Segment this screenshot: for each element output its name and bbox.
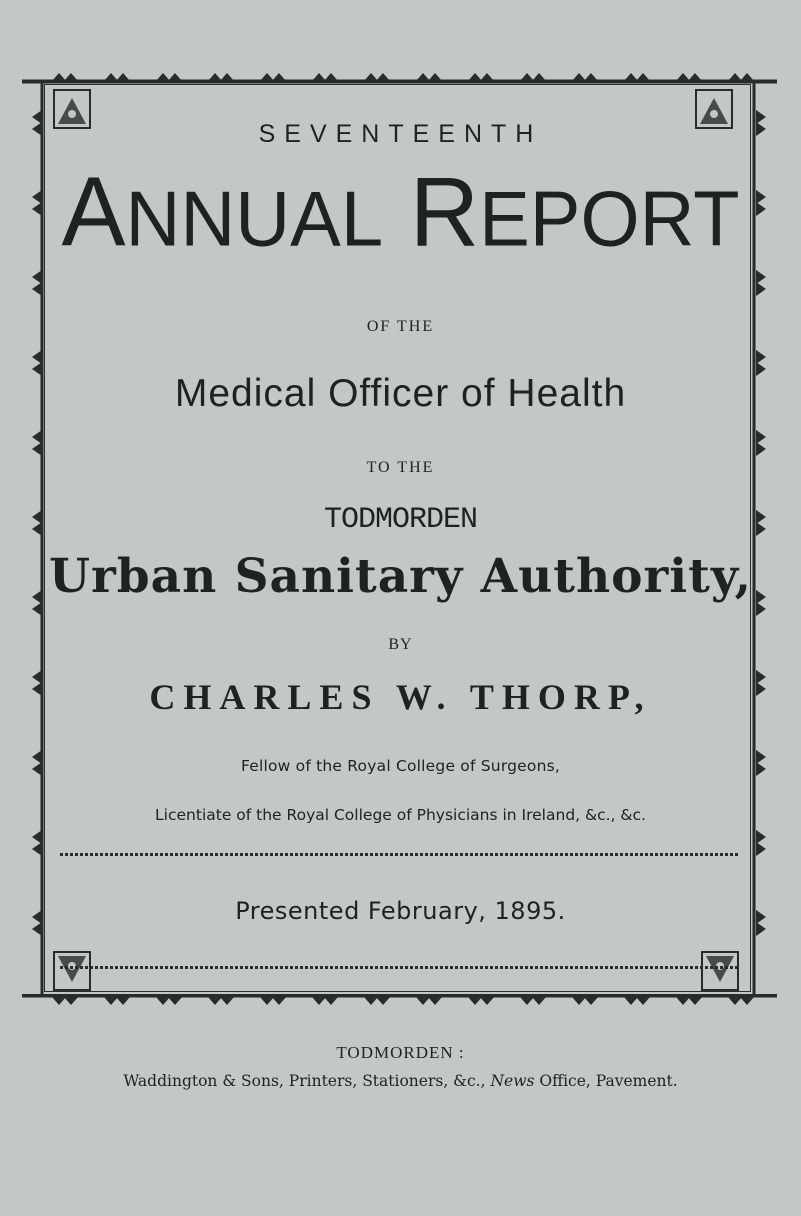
author-name: CHARLES W. THORP,: [149, 677, 652, 717]
imprint-printers-prefix: Waddington & Sons, Printers, Stationers, &c.,: [123, 1072, 486, 1090]
imprint-place: TODMORDEN :: [336, 1043, 465, 1062]
imprint-newspaper: News: [490, 1072, 535, 1090]
bottom-ornament-border: [22, 994, 777, 1018]
credential-licentiate: Licentiate of the Royal College of Physicians in Ireland, &c., &c.: [155, 806, 646, 824]
to-the-line: TO THE: [366, 459, 435, 476]
title-initial-a: A: [61, 157, 126, 267]
title-initial-r: R: [409, 157, 480, 267]
dotted-rule: [60, 966, 740, 969]
title-word-rest: EPORT: [479, 176, 740, 263]
imprint-printers-suffix: Office, Pavement.: [539, 1072, 678, 1090]
report-ordinal: SEVENTEENTH: [258, 120, 543, 148]
imprint-printers: [0, 1072, 801, 1090]
title-word-rest: NNUAL: [125, 176, 384, 263]
dotted-rule: [60, 853, 740, 856]
authority-name: Urban Sanitary Authority,: [49, 549, 752, 604]
office-title: Medical Officer of Health: [174, 372, 627, 415]
corner-ornament-icon: [52, 950, 92, 992]
credential-fellow: Fellow of the Royal College of Surgeons,: [240, 757, 561, 775]
town-name: TODMORDEN: [323, 503, 478, 537]
of-the-line: OF THE: [366, 318, 435, 335]
presentation-date: Presented February, 1895.: [235, 897, 566, 925]
top-ornament-border: [22, 62, 777, 84]
corner-ornament-icon: [700, 950, 740, 992]
report-title: [0, 157, 801, 276]
by-line: BY: [388, 636, 413, 653]
